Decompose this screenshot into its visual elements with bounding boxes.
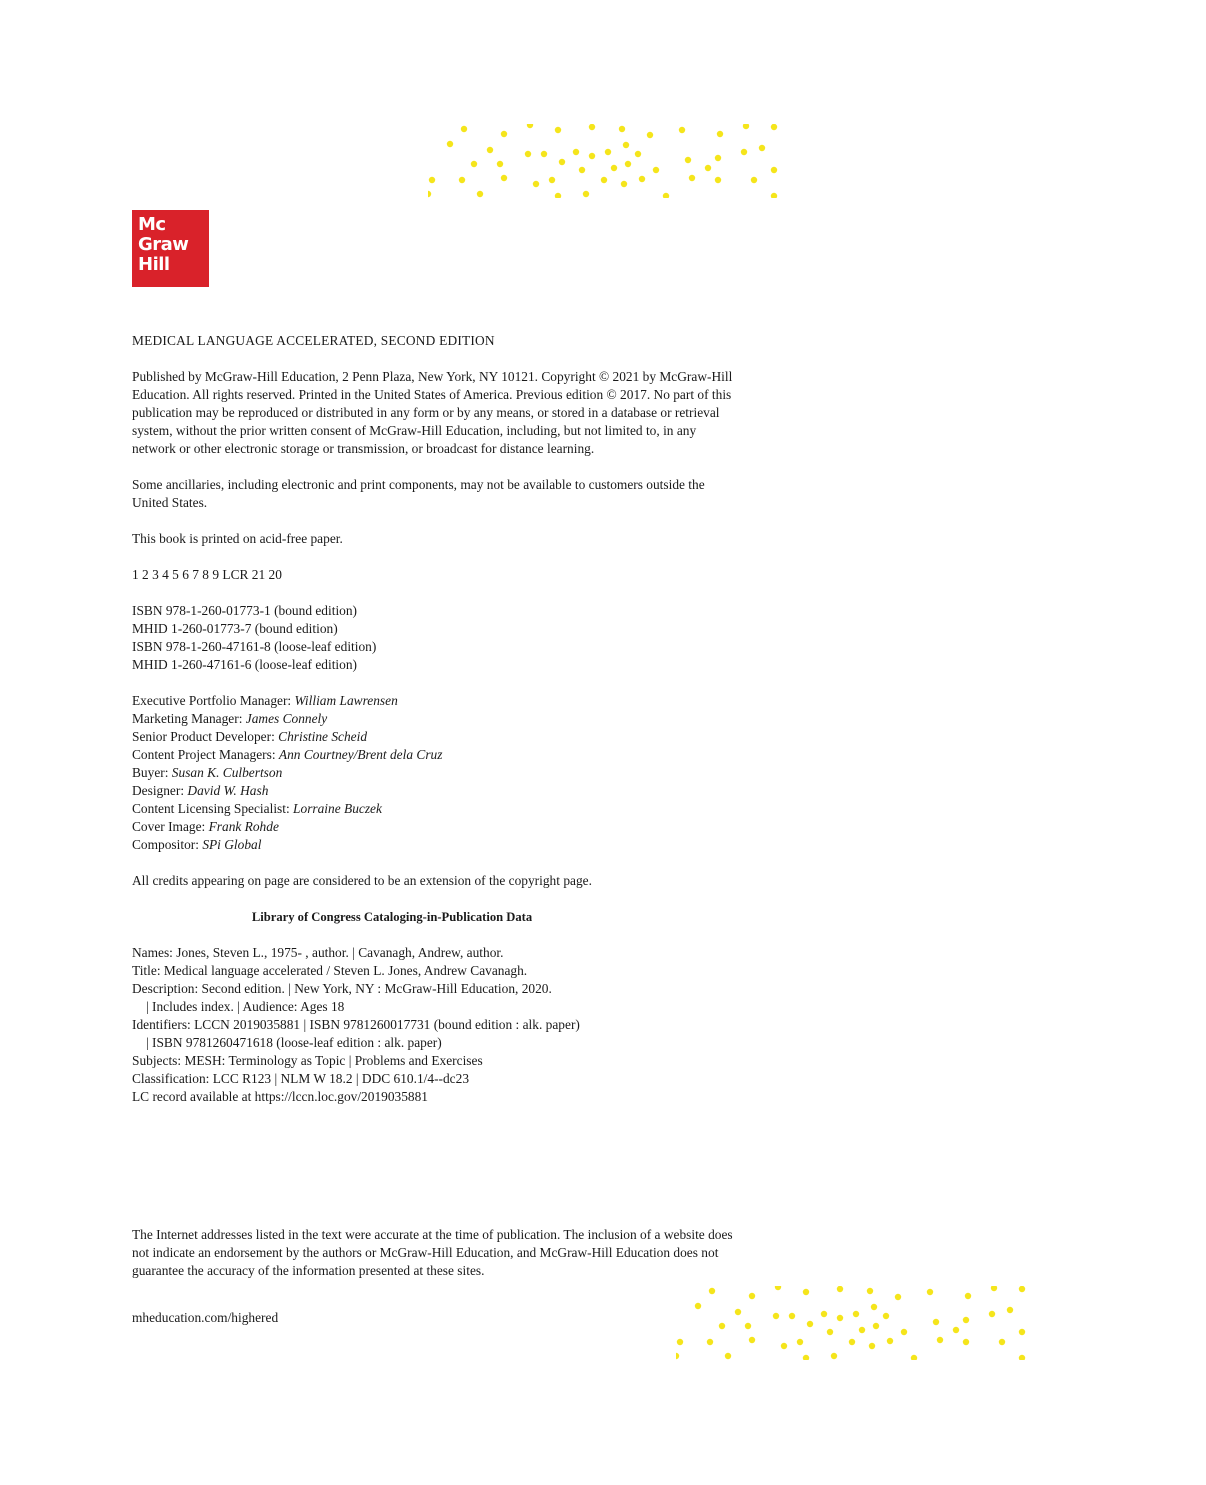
isbn-item: MHID 1-260-01773-7 (bound edition) — [132, 621, 338, 636]
credit-item — [132, 782, 852, 800]
cip-line: Identifiers: LCCN 2019035881 | ISBN 9781260017731 (bound edition : alk. paper) — [132, 1017, 580, 1032]
cip-line: Description: Second edition. | New York, NY : McGraw-Hill Education, 2020. — [132, 981, 552, 996]
logo-line-3: Hill — [138, 254, 170, 275]
isbn-item: MHID 1-260-47161-6 (loose-leaf edition) — [132, 657, 357, 672]
copyright-line: network or other electronic storage or transmission, or broadcast for distance learning. — [132, 441, 595, 456]
mcgraw-hill-logo — [132, 210, 209, 287]
credit-role: Content Project Managers: — [132, 747, 279, 762]
website-url: mheducation.com/highered — [132, 1310, 279, 1325]
ancillaries-paragraph — [132, 476, 852, 512]
isbn-item: ISBN 978-1-260-47161-8 (loose-leaf edition) — [132, 639, 377, 654]
credit-name: SPi Global — [202, 837, 262, 852]
credit-item — [132, 746, 852, 764]
credit-name: Christine Scheid — [278, 729, 368, 744]
cip-line: | Includes index. | Audience: Ages 18 — [146, 999, 345, 1014]
cip-line: Subjects: MESH: Terminology as Topic | Problems and Exercises — [132, 1053, 483, 1068]
credit-role: Cover Image: — [132, 819, 209, 834]
credit-item — [132, 818, 852, 836]
copyright-content — [132, 332, 852, 1106]
credit-name: Frank Rohde — [208, 819, 279, 834]
copyright-paragraph — [132, 368, 852, 458]
internet-note-line: guarantee the accuracy of the information presented at these sites. — [132, 1263, 485, 1278]
ancillaries-line: Some ancillaries, including electronic and print components, may not be available to customers outside the — [132, 477, 705, 492]
credit-name: David W. Hash — [187, 783, 269, 798]
book-title: MEDICAL LANGUAGE ACCELERATED, SECOND EDITION — [132, 333, 495, 348]
internet-note — [132, 1226, 852, 1280]
copyright-line: Education. All rights reserved. Printed in the United States of America. Previous edition © 2017. No part of this — [132, 387, 732, 402]
cip-line: LC record available at https://lccn.loc.gov/2019035881 — [132, 1089, 429, 1104]
internet-note-line: not indicate an endorsement by the authors or McGraw-Hill Education, and McGraw-Hill Education does not — [132, 1245, 719, 1260]
print-line: 1 2 3 4 5 6 7 8 9 LCR 21 20 — [132, 567, 282, 582]
cip-line: | ISBN 9781260471618 (loose-leaf edition : alk. paper) — [146, 1035, 442, 1050]
decorative-dot-pattern-top — [428, 124, 780, 198]
credit-role: Content Licensing Specialist: — [132, 801, 294, 816]
credit-role: Senior Product Developer: — [132, 729, 279, 744]
credit-name: Ann Courtney/Brent dela Cruz — [278, 747, 443, 762]
credit-role: Buyer: — [132, 765, 172, 780]
credit-role: Executive Portfolio Manager: — [132, 693, 295, 708]
logo-line-2: Graw — [138, 234, 189, 255]
isbn-list — [132, 602, 852, 674]
credit-role: Designer: — [132, 783, 188, 798]
credit-item — [132, 800, 852, 818]
credit-item — [132, 692, 852, 710]
credit-role: Compositor: — [132, 837, 203, 852]
credit-name: William Lawrensen — [294, 693, 398, 708]
credit-item — [132, 710, 852, 728]
cip-line: Names: Jones, Steven L., 1975- , author. | Cavanagh, Andrew, author. — [132, 945, 504, 960]
copyright-line: publication may be reproduced or distributed in any form or by any means, or stored in a database or retrieval — [132, 405, 720, 420]
copyright-line: system, without the prior written consent of McGraw-Hill Education, including, but not limited to, in any — [132, 423, 697, 438]
cip-line: Title: Medical language accelerated / Steven L. Jones, Andrew Cavanagh. — [132, 963, 528, 978]
copyright-line: Published by McGraw-Hill Education, 2 Penn Plaza, New York, NY 10121. Copyright © 2021 by McGraw-Hill — [132, 369, 733, 384]
credit-role: Marketing Manager: — [132, 711, 246, 726]
paper-note: This book is printed on acid-free paper. — [132, 531, 343, 546]
credit-name: Lorraine Buczek — [293, 801, 382, 816]
credit-item — [132, 764, 852, 782]
credits-list — [132, 692, 852, 854]
isbn-item: ISBN 978-1-260-01773-1 (bound edition) — [132, 603, 358, 618]
credit-item — [132, 728, 852, 746]
cip-heading: Library of Congress Cataloging-in-Publication Data — [251, 910, 533, 924]
cip-line: Classification: LCC R123 | NLM W 18.2 | DDC 610.1/4--dc23 — [132, 1071, 470, 1086]
ancillaries-line: United States. — [132, 495, 208, 510]
credit-item — [132, 836, 852, 854]
credits-note: All credits appearing on page are considered to be an extension of the copyright page. — [132, 873, 592, 888]
credit-name: James Connely — [245, 711, 328, 726]
decorative-dot-pattern-bottom — [676, 1286, 1028, 1360]
internet-note-line: The Internet addresses listed in the text were accurate at the time of publication. The inclusion of a website does — [132, 1227, 733, 1242]
cip-data — [132, 944, 852, 1106]
credit-name: Susan K. Culbertson — [171, 765, 283, 780]
logo-line-1: Mc — [138, 214, 166, 235]
